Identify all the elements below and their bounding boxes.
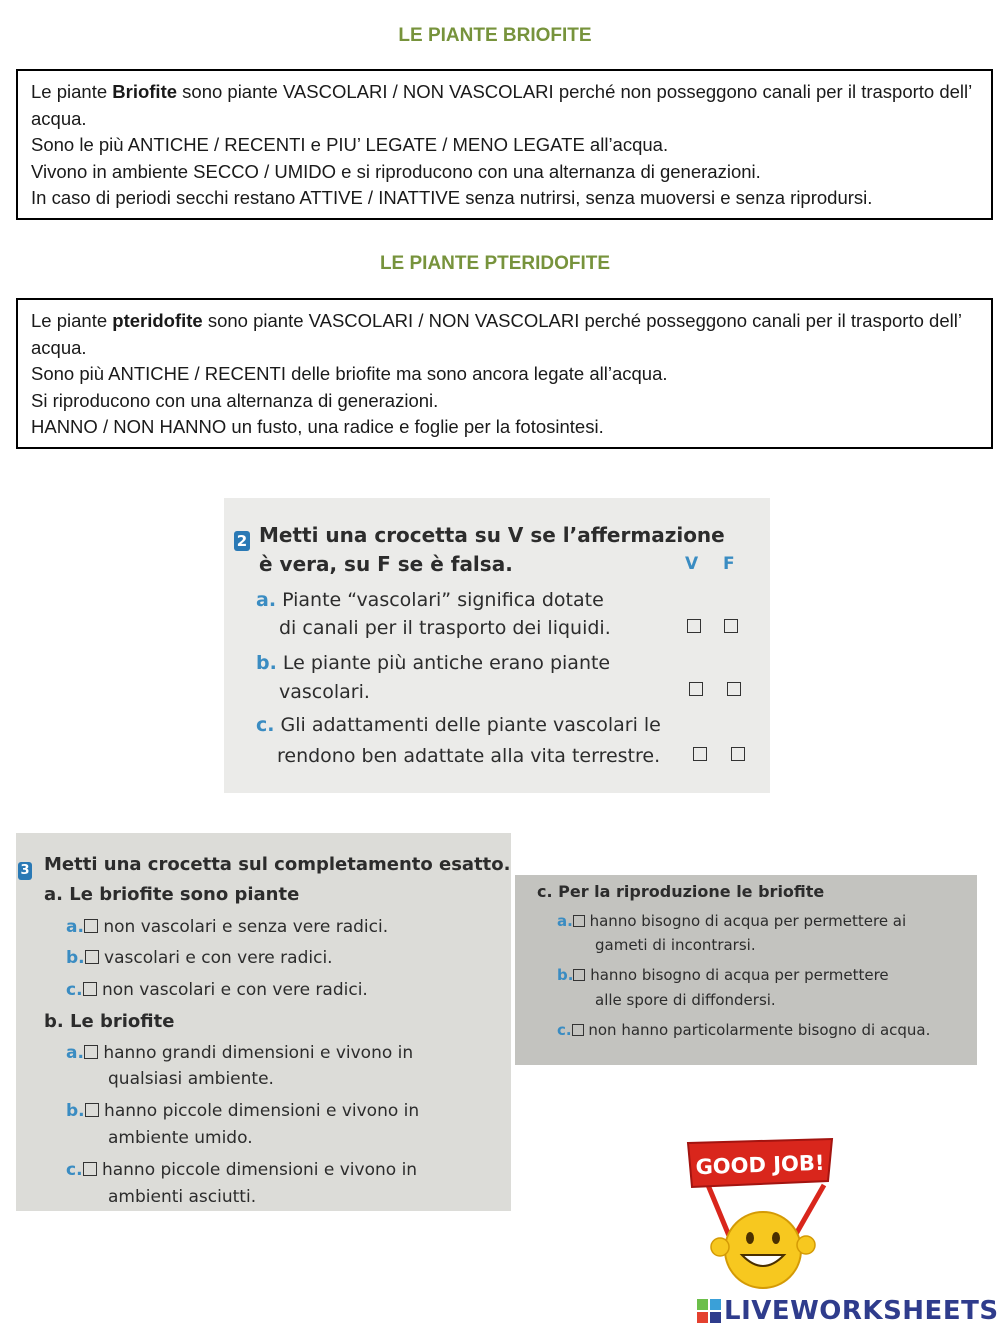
briofite-line-1: Le piante Briofite sono piante VASCOLARI / NON VASCOLARI perché non posseggono canali per il trasporto dell’ acqua. [31, 81, 972, 129]
statement-b-line-2: vascolari. [279, 681, 370, 703]
statement-a-line-1: a. Piante “vascolari” significa dotate [256, 589, 604, 611]
statement-b-true-checkbox[interactable] [689, 682, 703, 696]
statement-a-false-checkbox[interactable] [724, 619, 738, 633]
question-b-option-a-checkbox[interactable] [84, 1045, 98, 1059]
smiley-right-hand [797, 1236, 815, 1254]
question-a-stem: a. Le briofite sono piante [44, 884, 300, 905]
exercise-3-heading: Metti una crocetta sul completamento esatto. [44, 854, 511, 875]
exercise-3-photo-c [515, 875, 977, 1065]
statement-a-true-checkbox[interactable] [687, 619, 701, 633]
pteridofite-line-4: HANNO / NON HANNO un fusto, una radice e foglie per la fotosintesi. [31, 416, 604, 437]
question-c-option-a: a. hanno bisogno di acqua per permettere ai [557, 912, 907, 930]
question-a-option-c: c. non vascolari e con vere radici. [66, 980, 368, 1000]
smiley-right-eye [772, 1232, 780, 1244]
smiley-face [725, 1212, 801, 1288]
statement-c-true-checkbox[interactable] [693, 747, 707, 761]
question-b-option-b-line-2: ambiente umido. [108, 1128, 253, 1148]
exercise-3-number: 3 [18, 862, 32, 880]
question-a-option-c-checkbox[interactable] [83, 982, 97, 996]
exercise-2-heading-1: Metti una crocetta su V se l’affermazione [259, 523, 725, 547]
question-a-option-a: a. non vascolari e senza vere radici. [66, 917, 389, 937]
question-b-option-c-checkbox[interactable] [83, 1162, 97, 1176]
question-b-option-a-line-2: qualsiasi ambiente. [108, 1069, 274, 1089]
exercise-2-number: 2 [234, 531, 250, 551]
question-c-option-b-checkbox[interactable] [573, 969, 585, 981]
good-job-text: GOOD JOB! [695, 1150, 825, 1180]
pteridofite-line-3: Si riproducono con una alternanza di generazioni. [31, 389, 439, 411]
true-column-label: V [685, 554, 699, 574]
question-c-stem: c. Per la riproduzione le briofite [537, 882, 825, 901]
smiley-left-eye [746, 1232, 754, 1244]
question-c-option-b: b. hanno bisogno di acqua per permettere [557, 966, 889, 984]
briofite-line-3: Vivono in ambiente SECCO / UMIDO e si riproducono con una alternanza di generazioni. [31, 160, 761, 182]
smiley-left-hand [711, 1238, 729, 1256]
liveworksheets-logo-text: LIVEWORKSHEETS [724, 1296, 999, 1326]
statement-b-false-checkbox[interactable] [727, 682, 741, 696]
briofite-line-2: Sono le più ANTICHE / RECENTI e PIU’ LEGATE / MENO LEGATE all’acqua. [31, 134, 669, 155]
question-b-option-c: c. hanno piccole dimensioni e vivono in [66, 1160, 418, 1180]
pteridofite-line-2: Sono più ANTICHE / RECENTI delle briofite ma sono ancora legate all’acqua. [31, 363, 668, 384]
question-b-option-b: b. hanno piccole dimensioni e vivono in [66, 1101, 420, 1121]
liveworksheets-logo[interactable] [697, 1296, 999, 1328]
exercise-3-photo-ab [16, 833, 511, 1211]
briofite-line-4: In caso di periodi secchi restano ATTIVE / INATTIVE senza nutrirsi, senza muoversi e senza riprodursi. [31, 187, 873, 208]
good-job-sticker [680, 1135, 840, 1300]
text-box-pteridofite [16, 298, 993, 449]
pteridofite-line-1: Le piante pteridofite sono piante VASCOLARI / NON VASCOLARI perché posseggono canali per il trasporto dell’ acqua. [31, 310, 962, 358]
statement-c-false-checkbox[interactable] [731, 747, 745, 761]
question-c-option-b-line-2: alle spore di diffondersi. [595, 991, 776, 1009]
question-a-option-a-checkbox[interactable] [84, 919, 98, 933]
question-b-option-b-checkbox[interactable] [85, 1103, 99, 1117]
exercise-2-photo [224, 498, 770, 793]
statement-b-line-1: b. Le piante più antiche erano piante [256, 652, 611, 674]
section-title-pteridofite: LE PIANTE PTERIDOFITE [379, 253, 611, 274]
section-title-briofite: LE PIANTE BRIOFITE [398, 25, 592, 46]
question-c-option-a-line-2: gameti di incontrarsi. [595, 936, 756, 954]
text-box-briofite [16, 69, 993, 220]
question-c-option-c-checkbox[interactable] [572, 1024, 584, 1036]
question-b-stem: b. Le briofite [44, 1011, 175, 1032]
exercise-2-heading-2: è vera, su F se è falsa. [259, 552, 513, 576]
liveworksheets-logo-icon [697, 1299, 721, 1323]
statement-c-line-1: c. Gli adattamenti delle piante vascolari le [256, 714, 661, 736]
question-a-option-b-checkbox[interactable] [85, 950, 99, 964]
statement-a-line-2: di canali per il trasporto dei liquidi. [279, 617, 611, 639]
question-b-option-a: a. hanno grandi dimensioni e vivono in [66, 1043, 414, 1063]
statement-c-line-2: rendono ben adattate alla vita terrestre. [277, 745, 661, 767]
false-column-label: F [723, 554, 735, 574]
question-c-option-a-checkbox[interactable] [573, 915, 585, 927]
question-c-option-c: c. non hanno particolarmente bisogno di acqua. [557, 1021, 931, 1039]
question-b-option-c-line-2: ambienti asciutti. [108, 1187, 257, 1207]
question-a-option-b: b. vascolari e con vere radici. [66, 948, 333, 968]
